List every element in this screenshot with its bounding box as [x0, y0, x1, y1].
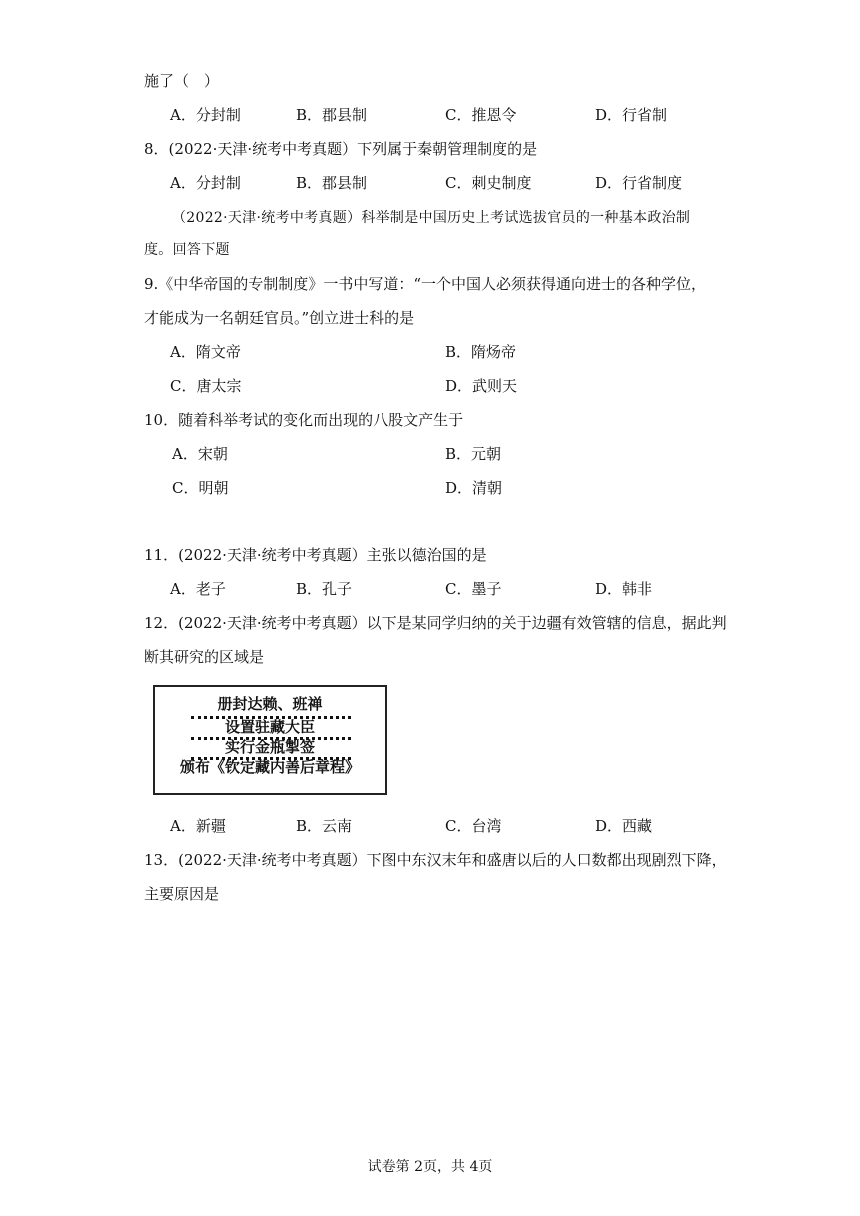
q12-stem-line-2: 断其研究的区域是 — [144, 648, 265, 666]
q9-option-c: C．唐太宗 — [170, 377, 242, 395]
q13-stem-line-1: 13．(2022·天津·统考中考真题）下图中东汉末年和盛唐以后的人口数都出现剧烈下降， — [144, 851, 727, 869]
q9-stem-line-1: 9.《中华帝国的专制制度》一书中写道：“一个中国人必须获得通向进士的各种学位， — [144, 275, 706, 293]
info-box-line-3: 实行金瓶掣签 — [224, 738, 315, 756]
intro-line-2: 度。回答下题 — [144, 242, 230, 258]
q13-stem-line-2: 主要原因是 — [144, 885, 220, 903]
q7-option-a: A．分封制 — [170, 106, 241, 124]
tibet-policy-info-box — [153, 685, 387, 795]
q10-option-a: A．宋朝 — [172, 445, 228, 463]
q7-option-b: B．郡县制 — [296, 106, 368, 124]
q12-option-b: B．云南 — [296, 817, 353, 835]
q11-stem: 11．(2022·天津·统考中考真题）主张以德治国的是 — [144, 546, 487, 564]
q12-option-d: D．西藏 — [595, 817, 653, 835]
q10-option-b: B．元朝 — [445, 445, 502, 463]
page-footer: 试卷第 2页，共 4页 — [367, 1159, 493, 1175]
q8-option-d: D．行省制度 — [595, 174, 683, 192]
q7-stem-tail: 施了（ ） — [144, 72, 220, 90]
q9-option-a: A．隋文帝 — [170, 343, 241, 361]
q11-option-d: D．韩非 — [595, 580, 653, 598]
q10-option-c: C．明朝 — [172, 479, 229, 497]
q8-option-b: B．郡县制 — [296, 174, 368, 192]
q11-option-a: A．老子 — [170, 580, 226, 598]
info-box-line-2: 设置驻藏大臣 — [224, 718, 315, 736]
q12-option-c: C．台湾 — [445, 817, 502, 835]
q9-stem-line-2: 才能成为一名朝廷官员。”创立进士科的是 — [144, 309, 415, 327]
q11-option-c: C．墨子 — [445, 580, 502, 598]
info-box-line-4: 颁布《钦定藏内善后章程》 — [179, 758, 360, 776]
intro-line-1: （2022·天津·统考中考真题）科举制是中国历史上考试选拔官员的一种基本政治制 — [172, 210, 691, 226]
q7-option-c: C．推恩令 — [445, 106, 517, 124]
q8-stem: 8．(2022·天津·统考中考真题）下列属于秦朝管理制度的是 — [144, 140, 538, 158]
info-box-line-1: 册封达赖、班禅 — [217, 695, 323, 713]
q12-stem-line-1: 12．(2022·天津·统考中考真题）以下是某同学归纳的关于边疆有效管辖的信息，据此判 — [144, 614, 727, 632]
q9-option-b: B．隋炀帝 — [445, 343, 517, 361]
q8-option-a: A．分封制 — [170, 174, 241, 192]
q9-option-d: D．武则天 — [445, 377, 518, 395]
q11-option-b: B．孔子 — [296, 580, 353, 598]
q10-option-d: D．清朝 — [445, 479, 503, 497]
q10-stem: 10．随着科举考试的变化而出现的八股文产生于 — [144, 411, 464, 429]
q8-option-c: C．刺史制度 — [445, 174, 532, 192]
q7-option-d: D．行省制 — [595, 106, 668, 124]
q12-option-a: A．新疆 — [170, 817, 226, 835]
